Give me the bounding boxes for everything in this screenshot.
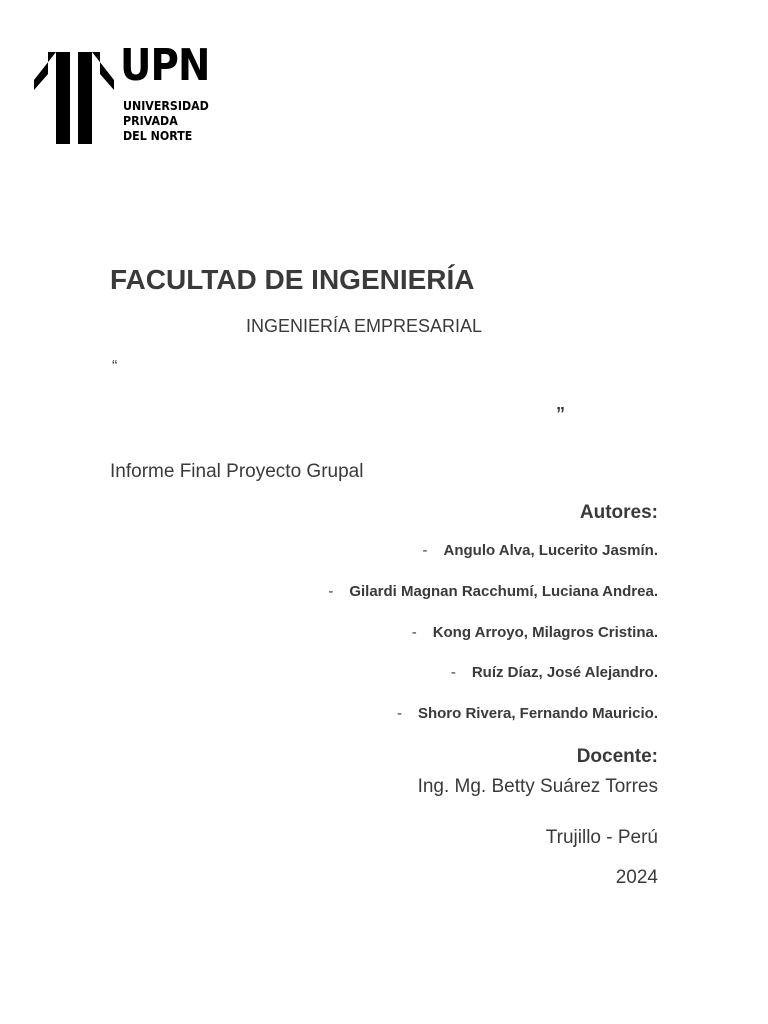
author-name: Shoro Rivera, Fernando Mauricio. — [417, 705, 658, 722]
author-dash: - — [422, 542, 428, 559]
location: Trujillo - Perú — [545, 827, 658, 848]
author-dash: - — [450, 664, 456, 681]
teacher-name: Ing. Mg. Betty Suárez Torres — [417, 776, 658, 797]
author-name: Gilardi Magnan Racchumí, Luciana Andrea. — [349, 583, 658, 600]
author-item — [412, 624, 658, 641]
career-name: INGENIERÍA EMPRESARIAL — [246, 316, 483, 336]
author-name: Angulo Alva, Lucerito Jasmín. — [443, 542, 658, 559]
author-dash: - — [328, 583, 334, 600]
logo-abbreviation: UPN — [120, 40, 210, 91]
author-item — [328, 583, 658, 600]
year: 2024 — [615, 867, 658, 888]
author-item — [397, 705, 658, 722]
closing-quote: ” — [556, 404, 565, 424]
logo-line-1: UNIVERSIDAD — [123, 99, 209, 113]
author-dash: - — [396, 705, 402, 722]
author-item — [451, 664, 658, 681]
author-name: Kong Arroyo, Milagros Cristina. — [432, 624, 658, 641]
logo-line-3: DEL NORTE — [123, 129, 193, 143]
report-type: Informe Final Proyecto Grupal — [110, 461, 364, 482]
authors-label: Autores: — [579, 502, 658, 523]
faculty-title: FACULTAD DE INGENIERÍA — [110, 264, 475, 295]
university-logo — [34, 40, 214, 146]
author-item — [423, 542, 658, 559]
teacher-label: Docente: — [576, 746, 658, 767]
author-dash: - — [411, 624, 417, 641]
author-name: Ruíz Díaz, José Alejandro. — [471, 664, 658, 681]
upn-arrow-icon — [34, 52, 114, 144]
opening-quote: “ — [112, 358, 118, 375]
logo-line-2: PRIVADA — [123, 114, 178, 128]
